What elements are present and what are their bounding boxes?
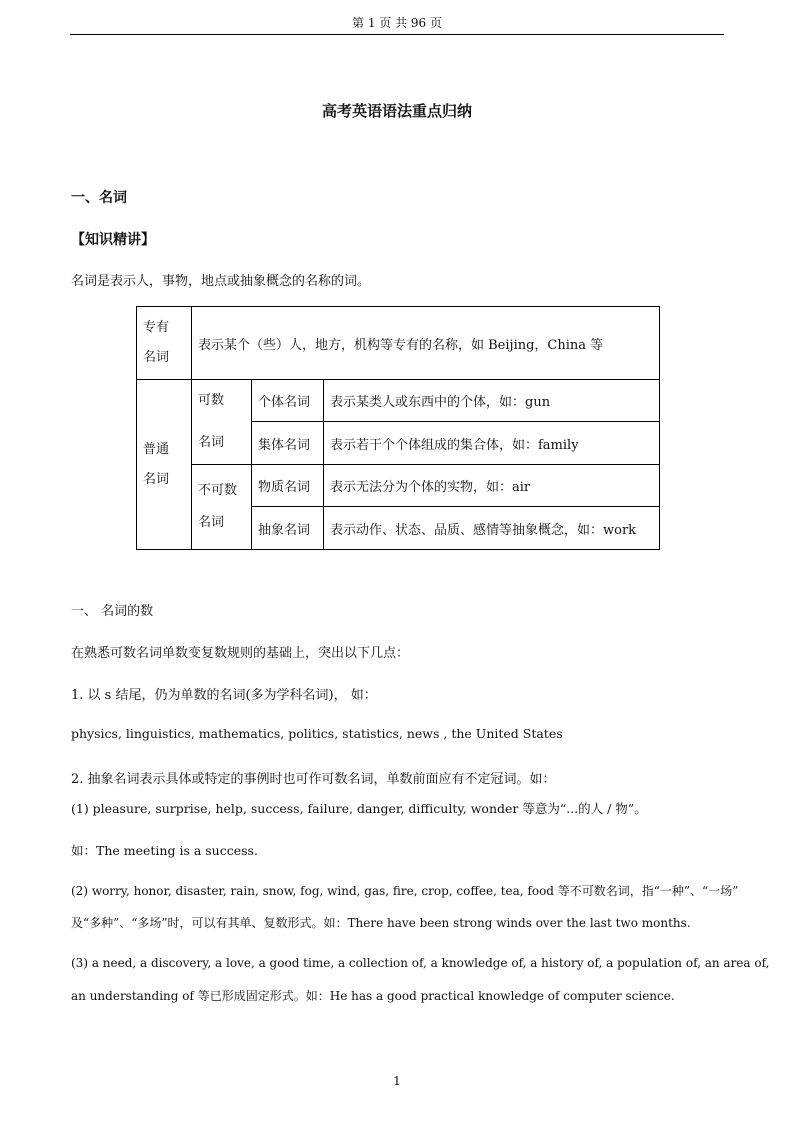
proper-label-line2: 名词 [143, 350, 170, 365]
noun-type-cell: 个体名词 [252, 380, 324, 422]
sub-point-1-example: 如：The meeting is a success. [71, 843, 258, 858]
header-divider [70, 34, 724, 35]
proper-label-line1: 专有 [143, 320, 170, 335]
uncountable-label [192, 465, 252, 550]
noun-type-desc: 表示无法分为个体的实物，如：air [324, 465, 660, 507]
proper-noun-desc: 表示某个（些）人，地方，机构等专有的名称，如 Beijing，China 等 [192, 307, 660, 380]
proper-noun-label [137, 307, 192, 380]
noun-definition: 名词是表示人，事物，地点或抽象概念的名称的词。 [71, 274, 371, 289]
noun-type-cell: 集体名词 [252, 422, 324, 465]
noun-type-cell: 物质名词 [252, 465, 324, 507]
page-number: 1 [393, 1074, 401, 1088]
countable-label-line1: 可数 [198, 393, 225, 408]
paragraph: 在熟悉可数名词单数变复数规则的基础上，突出以下几点： [71, 646, 410, 661]
section-heading-noun-number: 一、 名词的数 [71, 604, 154, 619]
noun-type-desc: 表示某类人或东西中的个体，如：gun [324, 380, 660, 422]
noun-type-cell: 抽象名词 [252, 507, 324, 550]
sub-point-2-line2: 及“多种”、“多场”时，可以有其单、复数形式。如：There have been strong winds over the last two months. [71, 916, 691, 930]
document-title: 高考英语语法重点归纳 [321, 102, 472, 120]
sub-point-1: (1) pleasure, surprise, help, success, failure, danger, difficulty, wonder 等意为“...的人 / 物”。 [71, 801, 647, 816]
page-header: 第 1 页 共 96 页 [352, 16, 442, 30]
noun-type-desc: 表示若干个个体组成的集合体，如：family [324, 422, 660, 465]
knowledge-subheading: 【知识精讲】 [71, 232, 155, 248]
common-label-line2: 名词 [143, 471, 170, 487]
point-1-examples: physics, linguistics, mathematics, politics, statistics, news , the United States [71, 726, 563, 741]
sub-point-3-line1: (3) a need, a discovery, a love, a good time, a collection of, a knowledge of, a history of, a population of, an area of, [71, 956, 770, 970]
noun-type-desc: 表示动作、状态、品质、感情等抽象概念，如：work [324, 507, 660, 550]
uncountable-label-line1: 不可数 [198, 483, 238, 498]
noun-classification-table [136, 306, 660, 550]
sub-point-3-line2: an understanding of 等已形成固定形式。如：He has a good practical knowledge of computer science. [71, 989, 675, 1003]
point-1: 1. 以 s 结尾，仍为单数的名词(多为学科名词)， 如： [71, 688, 377, 703]
sub-point-2-line1: (2) worry, honor, disaster, rain, snow, fog, wind, gas, fire, crop, coffee, tea, food 等不可数名词，指“一种”、“一场” [71, 884, 739, 898]
uncountable-label-line2: 名词 [198, 515, 225, 530]
section-heading-nouns: 一、名词 [71, 190, 127, 206]
countable-label [192, 380, 252, 465]
point-2: 2. 抽象名词表示具体或特定的事例时也可作可数名词，单数前面应有不定冠词。如： [71, 772, 556, 787]
countable-label-line2: 名词 [198, 435, 225, 450]
common-noun-label [137, 380, 192, 550]
common-label-line1: 普通 [143, 441, 170, 457]
